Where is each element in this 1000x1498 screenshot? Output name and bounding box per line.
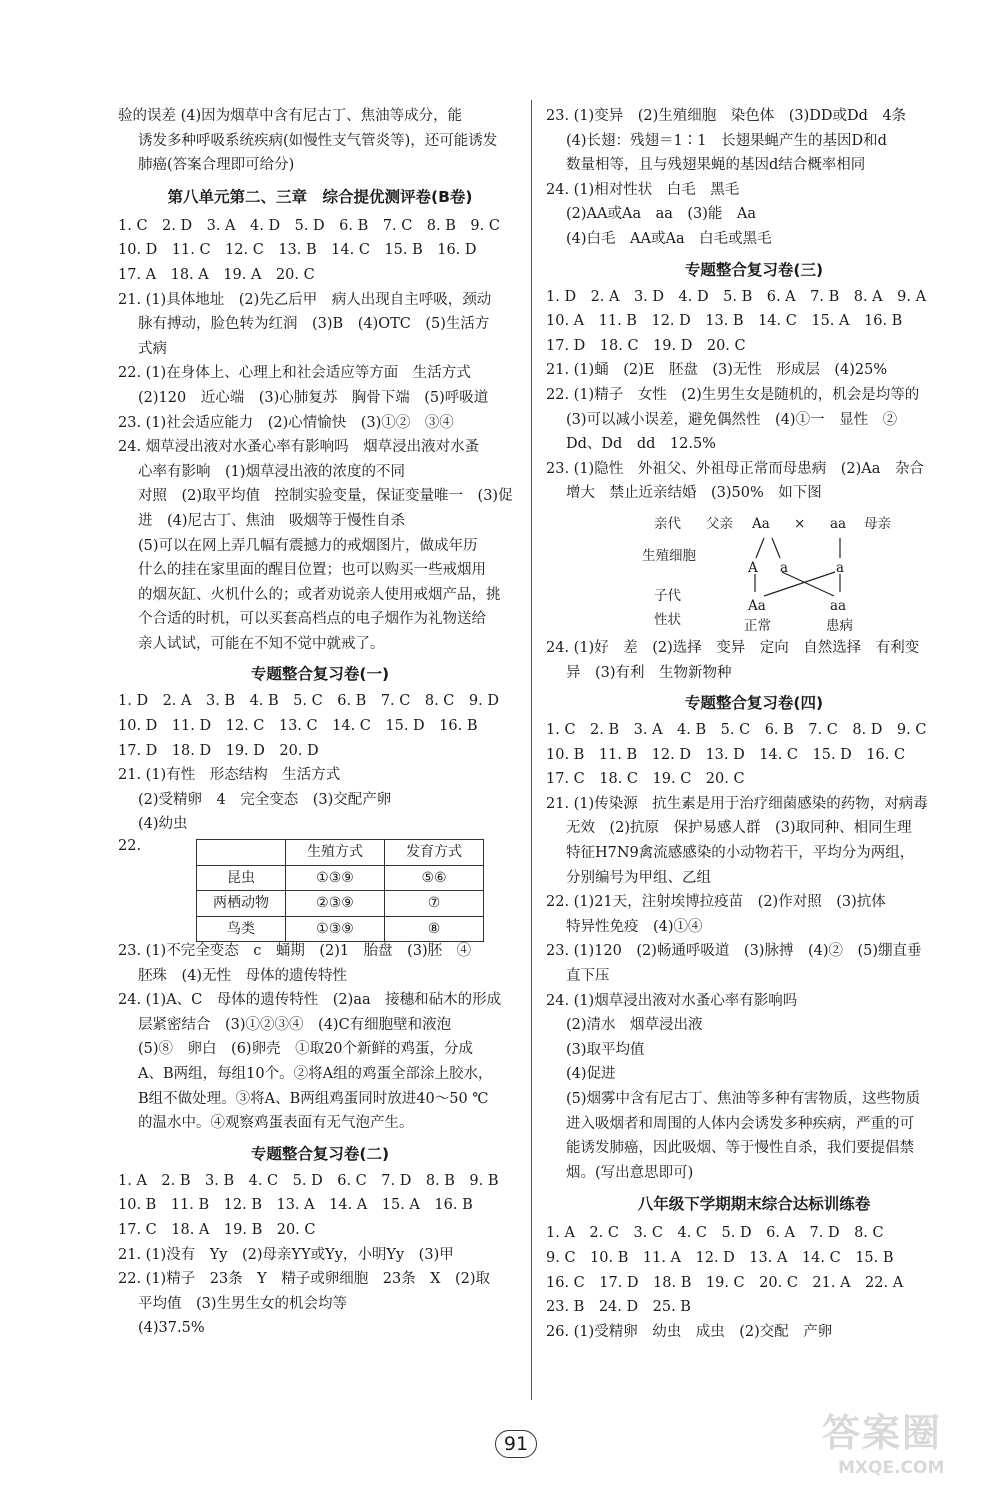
table-header-cell: 生殖方式 (286, 840, 385, 866)
final-line-2: 16. C 17. D 18. B 19. C 20. C 21. A 22. A (546, 1274, 904, 1291)
right-intro-line-1: (4)长翅：残翅＝1∶1 长翅果蝇产生的基因D和d (566, 132, 887, 149)
secB-line-17: 亲人试试，可能在不知不觉中就戒了。 (138, 635, 385, 652)
sec4-line-5: 特征H7N9禽流感感染的小动物若干，平均分为两组， (566, 845, 915, 862)
table-header-row (197, 840, 484, 866)
left-column (118, 104, 522, 1341)
sec1-line-5: (4)幼虫 (138, 816, 188, 833)
q22-number: 22. (118, 838, 142, 855)
sec4-line-16: 进入吸烟者和周围的人体内会诱发多种疾病，严重的可 (566, 1115, 914, 1132)
sec4-line-13: (3)取平均值 (566, 1041, 645, 1058)
table-cell: ①③⑨ (286, 916, 385, 942)
sec4-line-6: 分别编号为甲组、乙组 (566, 869, 711, 886)
sec2-line-1: 10. B 11. B 12. B 13. A 14. A 15. A 16. B (118, 1197, 473, 1214)
section-title-4: 专题整合复习卷(四) (684, 694, 824, 713)
gamete-2: a (780, 559, 789, 576)
sec1-line-b3: 层紧密结合 (3)①②③④ (4)C有细胞壁和液泡 (138, 1016, 452, 1033)
phenotype-1: 正常 (744, 617, 771, 634)
sec2-line-0: 1. A 2. B 3. B 4. C 5. D 6. C 7. D 8. B 9. B (118, 1172, 499, 1189)
offspring-genotype-2: aa (830, 597, 847, 614)
table-header-cell (197, 840, 286, 866)
gamete-label: 生殖细胞 (642, 547, 696, 564)
secB-line-1: 10. D 11. C 12. C 13. B 14. C 15. B 16. D (118, 242, 477, 259)
mother-label: 母亲 (864, 515, 891, 532)
secB-line-8: 23. (1)社会适应能力 (2)心情愉快 (3)①② ③④ (118, 414, 454, 431)
gamete-3: a (836, 559, 845, 576)
secB-line-6: 22. (1)在身体上、心理上和社会适应等方面 生活方式 (118, 365, 471, 382)
phenotype-2: 患病 (826, 617, 853, 634)
sec1-q22 (118, 837, 522, 939)
table-row (197, 865, 484, 891)
sec2-line-4: 22. (1)精子 23条 Y 精子或卵细胞 23条 X (2)取 (118, 1271, 491, 1288)
father-genotype: Aa (752, 515, 770, 532)
sec1-line-b5: A、B两组，每组10个。②将A组的鸡蛋全部涂上胶水， (138, 1066, 493, 1082)
secB-line-13: (5)可以在网上弄几幅有震撼力的戒烟图片，做成年历 (138, 537, 478, 554)
sec4-line-0: 1. C 2. B 3. A 4. B 5. C 6. B 7. C 8. D 9. C (546, 722, 927, 739)
table-cell: ②③⑨ (286, 891, 385, 917)
sec2-line-2: 17. C 18. A 19. B 20. C (118, 1221, 316, 1238)
table-cell: 昆虫 (197, 865, 286, 891)
section-title-3: 专题整合复习卷(三) (684, 260, 824, 279)
table-cell: ⑦ (385, 891, 484, 917)
section-title-final: 八年级下学期期末综合达标训练卷 (637, 1195, 871, 1214)
left-intro-line-2: 肺癌(答案合理即可给分) (138, 157, 295, 174)
sec1-line-b2: 24. (1)A、C 母体的遗传特性 (2)aa 接穗和砧木的形成 (118, 992, 502, 1009)
sec1-line-b0: 23. (1)不完全变态 c 蛹期 (2)1 胎盘 (3)胚 ④ (118, 943, 472, 960)
secB-line-3: 21. (1)具体地址 (2)先乙后甲 病人出现自主呼吸，颈动 (118, 291, 492, 308)
secB-line-15: 的烟灰缸、火机什么的；或者劝说亲人使用戒烟产品，挑 (138, 586, 501, 603)
section-title-1: 专题整合复习卷(一) (250, 665, 390, 684)
secB-line-5: 式病 (138, 340, 167, 357)
sec3-line-6: Dd、Dd dd 12.5% (566, 436, 716, 453)
table-cell: 鸟类 (197, 916, 286, 942)
offspring-genotype-1: Aa (748, 597, 766, 614)
father-label: 父亲 (706, 515, 733, 532)
offspring-label: 子代 (654, 587, 681, 604)
sec4-line-10: 直下压 (566, 968, 610, 985)
sec3-line-7: 23. (1)隐性 外祖父、外祖母正常而母患病 (2)Aa 杂合 (546, 460, 924, 477)
sec3-line-b0: 24. (1)好 差 (2)选择 变异 定向 自然选择 有利变 (546, 639, 920, 656)
phenotype-label: 性状 (654, 611, 681, 628)
sec3-line-4: 22. (1)精子 女性 (2)生男生女是随机的，机会是均等的 (546, 386, 920, 403)
sec2-line-3: 21. (1)没有 Yy (2)母亲YY或Yy，小明Yy (3)甲 (118, 1246, 454, 1263)
right-intro-line-3: 24. (1)相对性状 白毛 黑毛 (546, 181, 740, 198)
sec2-line-6: (4)37.5% (138, 1320, 205, 1337)
final-line-4: 26. (1)受精卵 幼虫 成虫 (2)交配 产卵 (546, 1323, 833, 1340)
sec3-line-8: 增大 禁止近亲结婚 (3)50% 如下图 (566, 485, 822, 502)
sec4-line-17: 能诱发肺癌，因此吸烟、等于慢性自杀，我们要提倡禁 (566, 1140, 914, 1157)
watermark-logo (810, 1396, 990, 1486)
final-line-3: 23. B 24. D 25. B (546, 1299, 691, 1316)
gamete-1: A (748, 559, 758, 576)
table-header-cell: 发育方式 (385, 840, 484, 866)
sec4-line-15: (5)烟雾中含有尼古丁、焦油等多种有害物质，这些物质 (566, 1091, 921, 1107)
sec3-line-1: 10. A 11. B 12. D 13. B 14. C 15. A 16. B (546, 313, 903, 330)
sec1-line-1: 10. D 11. D 12. C 13. C 14. C 15. D 16. B (118, 718, 478, 735)
table-row (197, 891, 484, 917)
secB-line-2: 17. A 18. A 19. A 20. C (118, 266, 315, 283)
sec4-line-14: (4)促进 (566, 1066, 616, 1083)
right-intro-line-5: (4)白毛 AA或Aa 白毛或黑毛 (566, 230, 772, 247)
cross-symbol: × (794, 515, 806, 532)
table-cell: ①③⑨ (286, 865, 385, 891)
watermark-url: MXQE.COM (838, 1458, 945, 1478)
sec3-line-0: 1. D 2. A 3. D 4. D 5. B 6. A 7. B 8. A 9. A (546, 288, 927, 305)
table-cell: ⑤⑥ (385, 865, 484, 891)
secB-line-4: 脉有搏动，脸色转为红润 (3)B (4)OTC (5)生活方 (138, 316, 490, 333)
sec4-line-18: 烟。(写出意思即可) (566, 1164, 694, 1181)
right-intro-line-2: 数量相等，且与残翅果蝇的基因d结合概率相同 (566, 157, 866, 174)
sec3-line-2: 17. D 18. C 19. D 20. C (546, 337, 746, 354)
sec2-line-5: 平均值 (3)生男生女的机会均等 (138, 1295, 348, 1312)
section-title-b: 第八单元第二、三章 综合提优测评卷(B卷) (167, 187, 473, 206)
sec1-line-3: 21. (1)有性 形态结构 生活方式 (118, 767, 341, 784)
column-divider (531, 100, 532, 1400)
left-intro-line-0: 验的误差 (4)因为烟草中含有尼古丁、焦油等成分，能 (118, 108, 463, 124)
mother-genotype: aa (830, 515, 847, 532)
reproduction-table (196, 839, 484, 942)
final-line-1: 9. C 10. B 11. A 12. D 13. A 14. C 15. B (546, 1249, 894, 1266)
sec4-line-4: 无效 (2)抗原 保护易感人群 (3)取同种、相同生理 (566, 820, 912, 837)
table-cell: ⑧ (385, 916, 484, 942)
section-title-2: 专题整合复习卷(二) (250, 1144, 390, 1163)
right-intro-line-0: 23. (1)变异 (2)生殖细胞 染色体 (3)DD或Dd 4条 (546, 108, 907, 124)
sec3-line-3: 21. (1)蛹 (2)E 胚盘 (3)无性 形成层 (4)25% (546, 362, 888, 379)
sec1-line-b1: 胚珠 (4)无性 母体的遗传特性 (138, 967, 348, 984)
parent-gen-label: 亲代 (654, 515, 681, 532)
table-row (197, 916, 484, 942)
table-cell: 两栖动物 (197, 891, 286, 917)
sec4-line-2: 17. C 18. C 19. C 20. C (546, 771, 745, 788)
sec3-line-b1: 异 (3)有利 生物新物种 (566, 664, 732, 681)
sec1-line-b6: B组不做处理。③将A、B两组鸡蛋同时放进40～50 ℃ (138, 1090, 489, 1107)
secB-line-10: 心率有影响 (1)烟草浸出液的浓度的不同 (138, 463, 406, 480)
secB-line-0: 1. C 2. D 3. A 4. D 5. D 6. B 7. C 8. B 9. C (118, 217, 500, 234)
sec4-line-9: 23. (1)120 (2)畅通呼吸道 (3)脉搏 (4)② (5)绷直垂 (546, 943, 922, 960)
right-column (546, 104, 962, 1344)
secB-line-14: 什么的挂在家里面的醒目位置；也可以购买一些戒烟用 (138, 562, 486, 579)
sec4-line-3: 21. (1)传染源 抗生素是用于治疗细菌感染的药物，对病毒 (546, 795, 928, 812)
sec4-line-1: 10. B 11. B 12. D 13. D 14. C 15. D 16. C (546, 746, 906, 763)
sec1-line-0: 1. D 2. A 3. B 4. B 5. C 6. B 7. C 8. C 9. D (118, 693, 499, 710)
secB-line-7: (2)120 近心端 (3)心肺复苏 胸骨下端 (5)呼吸道 (138, 389, 489, 406)
sec4-line-8: 特异性免疫 (4)①④ (566, 918, 703, 935)
final-line-0: 1. A 2. C 3. C 4. C 5. D 6. A 7. D 8. C (546, 1225, 884, 1242)
left-intro-line-1: 诱发多种呼吸系统疾病(如慢性支气管炎等)，还可能诱发 (138, 132, 498, 149)
secB-line-9: 24. 烟草浸出液对水蚤心率有影响吗 烟草浸出液对水蚤 (118, 439, 480, 456)
sec1-line-b4: (5)⑧ 卵白 (6)卵壳 ①取20个新鲜的鸡蛋，分成 (138, 1041, 474, 1058)
watermark-text: 答案圈 (822, 1411, 943, 1455)
sec4-line-11: 24. (1)烟草浸出液对水蚤心率有影响吗 (546, 992, 798, 1009)
page-number (486, 1426, 546, 1466)
page-number-text: 91 (495, 1430, 537, 1458)
secB-line-12: 进 (4)尼古丁、焦油 吸烟等于慢性自杀 (138, 512, 406, 529)
secB-line-11: 对照 (2)取平均值 控制实验变量，保证变量唯一 (3)促 (138, 488, 513, 505)
right-intro-line-4: (2)AA或Aa aa (3)能 Aa (566, 206, 757, 223)
sec3-line-5: (3)可以减小误差，避免偶然性 (4)①一 显性 ② (566, 411, 898, 428)
sec1-line-4: (2)受精卵 4 完全变态 (3)交配产卵 (138, 791, 392, 808)
sec1-line-b7: 的温水中。④观察鸡蛋表面有无气泡产生。 (138, 1115, 414, 1132)
sec1-line-2: 17. D 18. D 19. D 20. D (118, 742, 319, 759)
genetic-cross-diagram (558, 506, 962, 636)
sec4-line-7: 22. (1)21天，注射埃博拉疫苗 (2)作对照 (3)抗体 (546, 894, 886, 911)
sec4-line-12: (2)清水 烟草浸出液 (566, 1017, 703, 1034)
secB-line-16: 个合适的时机，可以买套高档点的电子烟作为礼物送给 (138, 611, 486, 628)
